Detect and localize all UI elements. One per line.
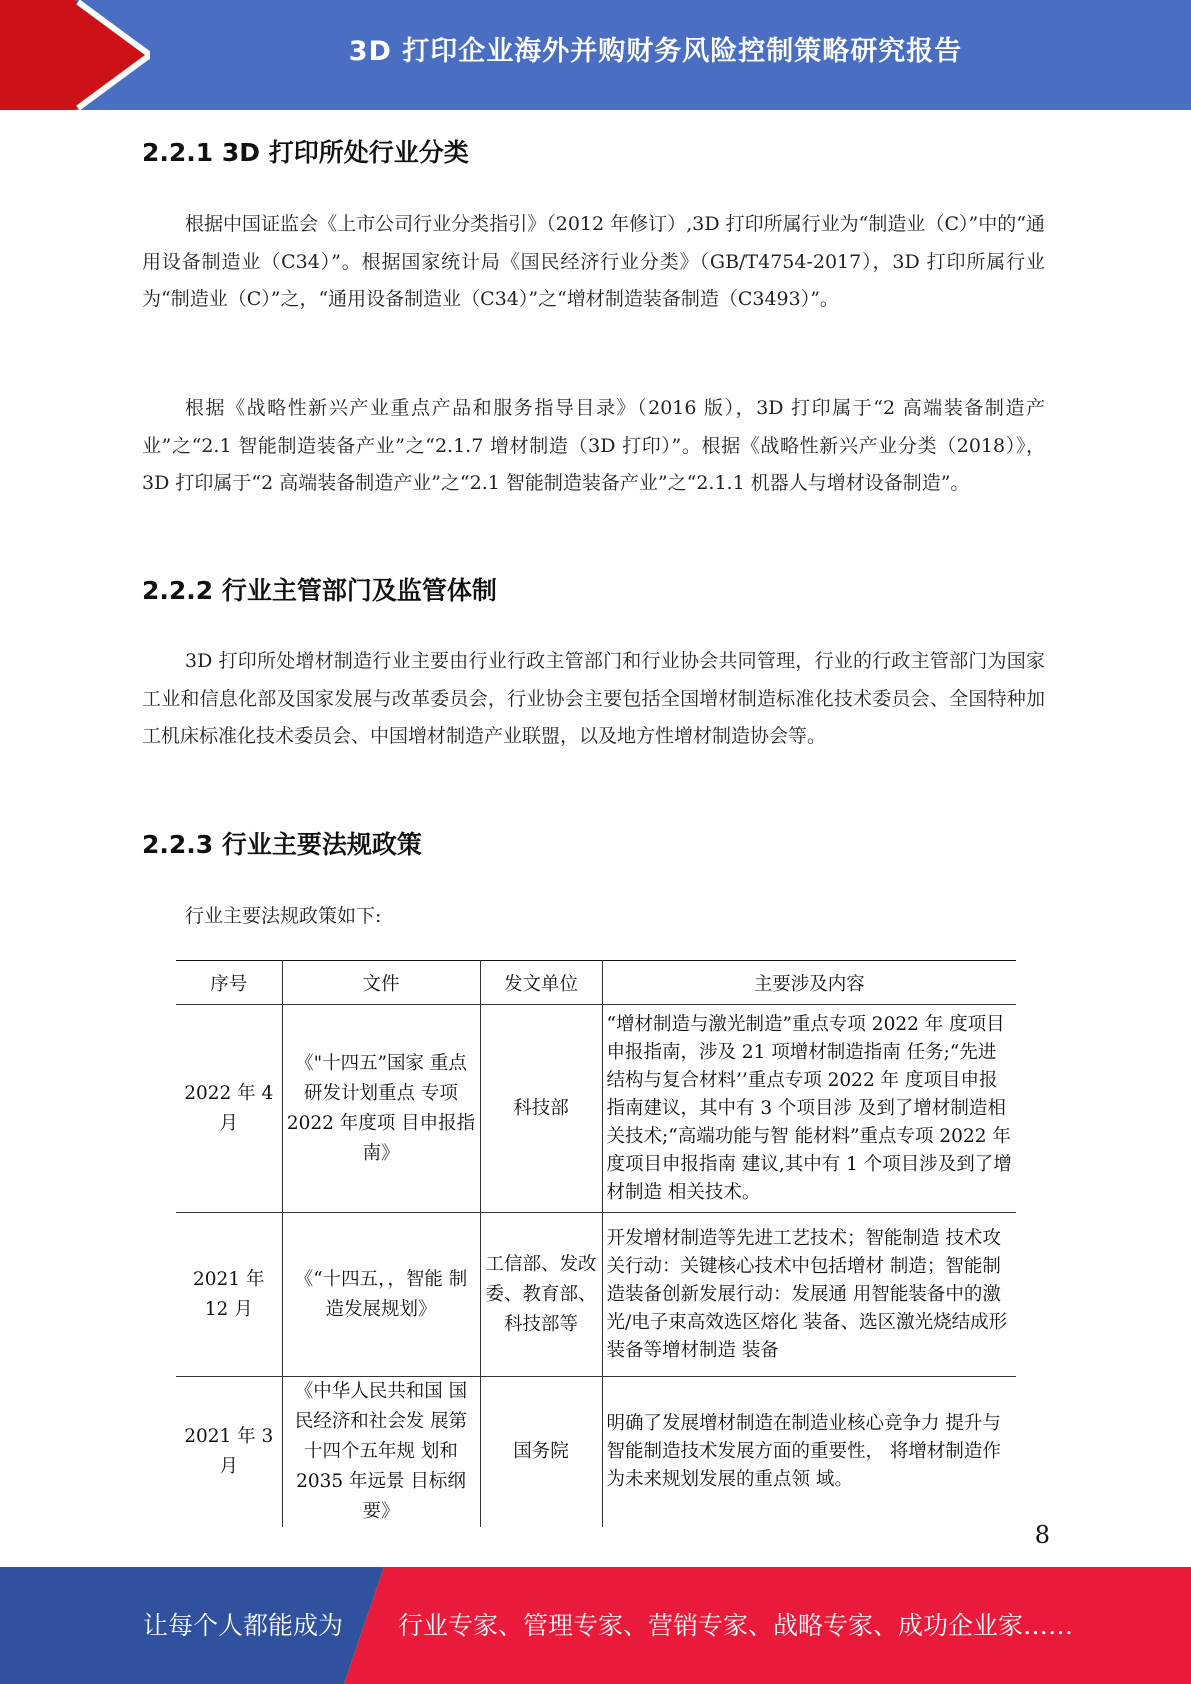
row-date: 2021 年 3 月 bbox=[176, 1377, 282, 1528]
row-content: 明确了发展增材制造在制造业核心竞争力 提升与智能制造技术发展方面的重要性， 将增材制造作为未来规划发展的重点领 域。 bbox=[602, 1377, 1016, 1528]
page-footer bbox=[0, 1567, 1191, 1684]
row-date: 2021 年 12 月 bbox=[176, 1213, 282, 1377]
row-file: 《“十四五，，智能 制造发展规划》 bbox=[282, 1213, 480, 1377]
header-issuer: 发文单位 bbox=[480, 961, 602, 1005]
header-number: 序号 bbox=[176, 961, 282, 1005]
paragraph-policy-intro: 行业主要法规政策如下: bbox=[185, 905, 382, 927]
section-heading-2-2-3: 2.2.3 行业主要法规政策 bbox=[142, 830, 422, 859]
table-row bbox=[176, 1377, 1016, 1528]
table-header-row bbox=[176, 961, 1016, 1005]
section-heading-2-2-2: 2.2.2 行业主管部门及监管体制 bbox=[142, 576, 497, 605]
row-file: 《中华人民共和国 国民经济和社会发 展第十四个五年规 划和 2035 年远景 目标纲要》 bbox=[282, 1377, 480, 1528]
footer-slogan-left: 让每个人都能成为 bbox=[143, 1611, 344, 1640]
page-header bbox=[0, 0, 1191, 110]
header-content: 主要涉及内容 bbox=[602, 961, 1016, 1005]
policy-table bbox=[176, 960, 1016, 1527]
paragraph-industry-classification-1: 根据中国证监会《上市公司行业分类指引》（2012 年修订）,3D 打印所属行业为“制造业（C）”中的“通用设备制造业（C34）”。根据国家统计局《国民经济行业分类》（GB/T4754-2017），3D 打印所属行业为“制造业（C）”之，“通用设备制造业（C34）”之“增材制造装备制造（C3493）”。 bbox=[142, 213, 1045, 310]
paragraph-regulatory-system: 3D 打印所处增材制造行业主要由行业行政主管部门和行业协会共同管理，行业的行政主管部门为国家工业和信息化部及国家发展与改革委员会，行业协会主要包括全国增材制造标准化技术委员会、全国特种加工机床标准化技术委员会、中国增材制造产业联盟，以及地方性增材制造协会等。 bbox=[142, 650, 1045, 747]
row-date: 2022 年 4 月 bbox=[176, 1005, 282, 1213]
paragraph-industry-classification-2: 根据《战略性新兴产业重点产品和服务指导目录》（2016 版），3D 打印属于“2 高端装备制造产业”之“2.1 智能制造装备产业”之“2.1.7 增材制造（3D 打印）”。根据《战略性新兴产业分类（2018）》，3D 打印属于“2 高端装备制造产业”之“2.1 智能制造装备产业”之“2.1.1 机器人与增材设备制造”。 bbox=[142, 397, 1045, 494]
row-issuer: 工信部、发改委、教育部、科技部等 bbox=[480, 1213, 602, 1377]
row-issuer: 科技部 bbox=[480, 1005, 602, 1213]
table-row bbox=[176, 1213, 1016, 1377]
report-title: 3D 打印企业海外并购财务风险控制策略研究报告 bbox=[348, 36, 963, 67]
table-row bbox=[176, 1005, 1016, 1213]
page-number: 8 bbox=[1034, 1521, 1050, 1549]
row-file: 《"十四五”国家 重点研发计划重点 专项 2022 年度项 目申报指南》 bbox=[282, 1005, 480, 1213]
row-content: 开发增材制造等先进工艺技术；智能制造 技术攻关行动：关键核心技术中包括增材 制造；智能制造装备创新发展行动：发展通 用智能装备中的激光/电子束高效选区熔化 装备、选区激光烧结成形装备等增材制造 装备 bbox=[602, 1213, 1016, 1377]
header-chevron-decoration bbox=[0, 0, 150, 110]
footer-slogan-right: 行业专家、管理专家、营销专家、战略专家、成功企业家…… bbox=[398, 1611, 1074, 1640]
row-issuer: 国务院 bbox=[480, 1377, 602, 1528]
row-content: “增材制造与激光制造”重点专项 2022 年 度项目申报指南，涉及 21 项增材制造指南 任务;“先进结构与复合材料’’重点专项 2022 年 度项目申报指南建议，其中有 3 个项目涉 及到了增材制造相关技术;“高端功能与智 能材料”重点专项 2022 年度项目申报指南 建议,其中有 1 个项目涉及到了增材制造 相关技术。 bbox=[602, 1005, 1016, 1213]
header-document: 文件 bbox=[282, 961, 480, 1005]
section-heading-2-2-1: 2.2.1 3D 打印所处行业分类 bbox=[142, 138, 469, 167]
